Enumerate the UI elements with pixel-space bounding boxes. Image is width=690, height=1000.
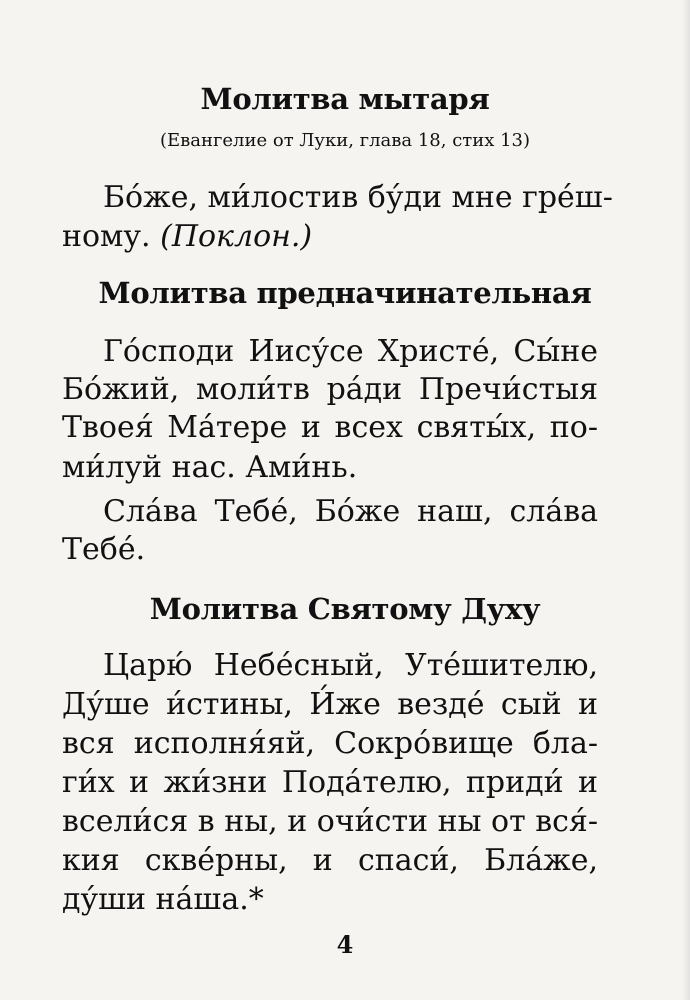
text-line: ду́ши на́ша.*	[62, 882, 264, 917]
subtitle-gospel-reference: (Евангелие от Луки, глава 18, стих 13)	[159, 130, 531, 151]
heading-holy-spirit-prayer: Молитва Святому Духу	[149, 592, 541, 626]
text-line: Бо́же, ми́лостив бу́ди мне гре́ш-	[103, 180, 613, 215]
heading-opening-prayer: Молитва предначинательная	[98, 276, 592, 310]
text-line: Тебе́.	[62, 532, 146, 567]
text-italic-note: (Поклон.)	[160, 219, 313, 254]
text-line: ги́х и жи́зни Пода́телю, приди́ и	[62, 765, 598, 800]
text-line: Ду́ше и́стины, И́же везде́ сый и	[62, 687, 598, 722]
text-line: вся исполня́яй, Сокро́вище бла-	[62, 726, 598, 761]
text-line: Сла́ва Тебе́, Бо́же наш, сла́ва	[103, 494, 598, 529]
text-plain: ному.	[62, 219, 161, 254]
page-number: 4	[336, 930, 354, 959]
text-line: ми́луй нас. Ами́нь.	[62, 450, 358, 485]
text-line: Твоея́ Ма́тере и всех святы́х, по-	[62, 410, 598, 445]
text-line: Царю́ Небе́сный, Уте́шителю,	[103, 648, 598, 683]
text-line: Бо́жий, моли́тв ра́ди Пречи́стыя	[62, 372, 598, 407]
text-line: Го́споди Иису́се Христе́, Сы́не	[103, 334, 598, 369]
page-edge-shadow	[682, 0, 690, 1000]
text-line: кия скве́рны, и спаси́, Бла́же,	[62, 843, 598, 878]
text-line-last	[62, 219, 312, 255]
heading-publican-prayer: Молитва мытаря	[200, 82, 490, 116]
text-line: всели́ся в ны, и очи́сти ны от вся́-	[62, 804, 598, 839]
